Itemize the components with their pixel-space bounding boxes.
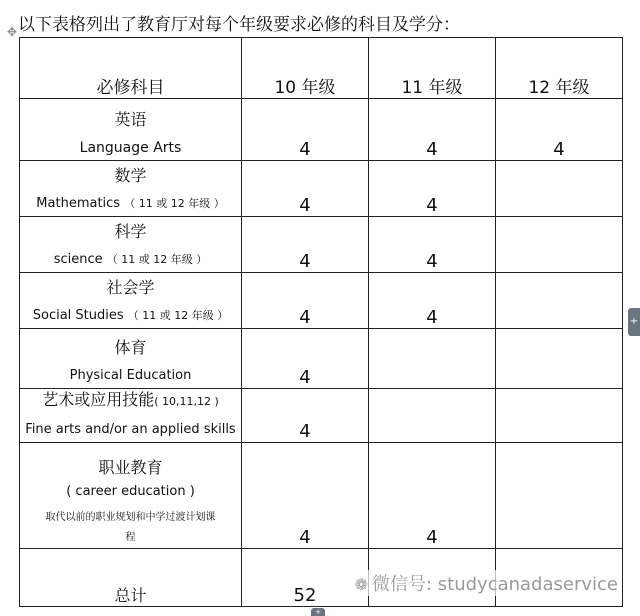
subject-note: （ 11 或 12 年级 ）: [127, 309, 229, 322]
table-row: [20, 329, 623, 389]
credit-g11: [369, 389, 496, 443]
subject-cell: [20, 99, 242, 161]
table-row: [20, 217, 623, 273]
total-value: 52: [242, 549, 369, 607]
header-row: [20, 38, 623, 99]
header-grade-11: 11 年级: [369, 38, 496, 99]
header-subject: 必修科目: [20, 38, 242, 99]
subject-cell: [20, 217, 242, 273]
subject-en: science: [53, 252, 103, 267]
credit-g11: [369, 329, 496, 389]
table-row: [20, 161, 623, 217]
subject-cell: [20, 389, 242, 443]
credit-g10: 4: [242, 443, 369, 549]
move-handle-icon[interactable]: ✥: [6, 25, 18, 39]
subject-cn: 社会学: [106, 278, 155, 297]
bottom-expand-tab[interactable]: +: [311, 608, 325, 616]
credit-g12: [496, 273, 623, 329]
subject-en: Physical Education: [69, 368, 192, 383]
credit-g12: [496, 443, 623, 549]
watermark: ❁ 微信号: studycanadaservice: [355, 570, 618, 596]
credit-g11: 4: [369, 443, 496, 549]
subject-cn: 艺术或应用技能: [42, 390, 155, 409]
header-grade-10: 10 年级: [242, 38, 369, 99]
subject-cn: 科学: [114, 222, 147, 241]
subject-cn: 职业教育: [98, 458, 163, 477]
subject-en: ( career education ): [66, 484, 195, 499]
credit-g10: 4: [242, 389, 369, 443]
total-label: 总计: [20, 549, 242, 607]
credit-g11: 4: [369, 273, 496, 329]
table-row: [20, 99, 623, 161]
credit-g11: 4: [369, 217, 496, 273]
credit-g12: [496, 217, 623, 273]
credit-g12: [496, 161, 623, 217]
header-grade-12: 12 年级: [496, 38, 623, 99]
credit-g10: 4: [242, 329, 369, 389]
wechat-icon: ❁: [354, 575, 368, 594]
credit-g11: 4: [369, 99, 496, 161]
credit-g10: 4: [242, 161, 369, 217]
credits-table: [19, 37, 623, 607]
intro-text: 以下表格列出了教育厅对每个年级要求必修的科目及学分：: [18, 15, 460, 35]
subject-en: Language Arts: [79, 140, 182, 156]
credit-g10: 4: [242, 217, 369, 273]
subject-desc: 程: [125, 532, 136, 543]
subject-cn: 英语: [114, 110, 147, 129]
subject-desc: 取代以前的职业规划和中学过渡计划课: [45, 512, 216, 523]
side-expand-tab[interactable]: +: [628, 308, 640, 336]
credit-g10: 4: [242, 99, 369, 161]
subject-note: （ 11 或 12 年级 ）: [106, 253, 208, 266]
credit-g12: 4: [496, 99, 623, 161]
credit-g12: [496, 329, 623, 389]
credit-g12: [496, 389, 623, 443]
credit-g10: 4: [242, 273, 369, 329]
subject-cell: [20, 161, 242, 217]
subject-cell: [20, 329, 242, 389]
table-row: [20, 443, 623, 549]
subject-cn: 数学: [114, 166, 147, 185]
table-row: [20, 389, 623, 443]
credit-g11: 4: [369, 161, 496, 217]
table-row: [20, 273, 623, 329]
subject-cell: [20, 443, 242, 549]
subject-en: Fine arts and/or an applied skills: [25, 422, 236, 437]
subject-cell: [20, 273, 242, 329]
subject-cn: 体育: [114, 338, 147, 357]
subject-en: Social Studies: [32, 308, 124, 323]
subject-note: （ 11 或 12 年级 ）: [124, 197, 225, 210]
subject-cn-note: ( 10,11,12 ): [154, 395, 219, 408]
subject-en: Mathematics: [36, 196, 121, 211]
